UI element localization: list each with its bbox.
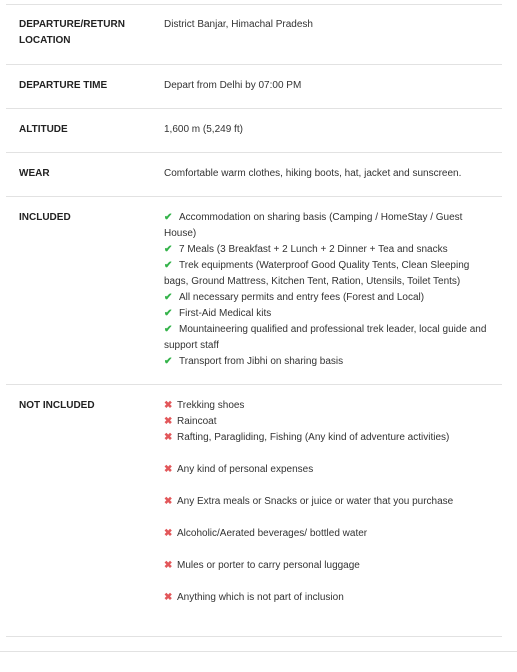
list-item: ✖ Any kind of personal expenses: [164, 462, 494, 478]
list-item: ✖ Raincoat: [164, 414, 494, 430]
row-value: 1,600 m (5,249 ft): [164, 124, 243, 135]
row-departure-time: [6, 65, 502, 109]
divider: [0, 651, 517, 652]
check-icon: ✔: [164, 292, 173, 303]
list-item: ✖ Anything which is not part of inclusion: [164, 590, 494, 606]
row-not-included: [6, 385, 502, 637]
cross-icon: ✖: [164, 592, 173, 603]
check-icon: ✔: [164, 324, 173, 335]
list-item: ✖ Trekking shoes: [164, 398, 494, 414]
list-item: ✔ 7 Meals (3 Breakfast + 2 Lunch + 2 Dinner + Tea and snacks: [164, 242, 494, 258]
list-item: ✖ Rafting, Paragliding, Fishing (Any kind of adventure activities): [164, 430, 494, 446]
row-altitude: [6, 109, 502, 153]
cross-icon: ✖: [164, 416, 173, 427]
row-departure-location: [6, 5, 502, 65]
list-item: ✔ First-Aid Medical kits: [164, 306, 494, 322]
row-label: INCLUDED: [19, 212, 71, 223]
list-item: ✖ Any Extra meals or Snacks or juice or water that you purchase: [164, 494, 494, 510]
row-value: District Banjar, Himachal Pradesh: [164, 19, 313, 30]
list-item: ✔ All necessary permits and entry fees (Forest and Local): [164, 290, 494, 306]
cross-icon: ✖: [164, 400, 173, 411]
list-item: ✖ Mules or porter to carry personal luggage: [164, 558, 494, 574]
cross-icon: ✖: [164, 464, 173, 475]
list-item: ✔ Accommodation on sharing basis (Camping / HomeStay / Guest House): [164, 212, 463, 239]
cross-icon: ✖: [164, 528, 173, 539]
check-icon: ✔: [164, 212, 173, 223]
not-included-list: [164, 398, 494, 606]
cross-icon: ✖: [164, 560, 173, 571]
check-icon: ✔: [164, 260, 173, 271]
row-included: [6, 197, 502, 385]
trip-details-table: [6, 4, 502, 637]
list-item: ✔ Mountaineering qualified and professional trek leader, local guide and support staff: [164, 324, 487, 351]
cross-icon: ✖: [164, 432, 173, 443]
check-icon: ✔: [164, 356, 173, 367]
check-icon: ✔: [164, 244, 173, 255]
row-wear: [6, 153, 502, 197]
row-label: WEAR: [19, 168, 50, 179]
row-label: DEPARTURE TIME: [19, 80, 108, 91]
row-label: ALTITUDE: [19, 124, 68, 135]
list-item: ✔ Trek equipments (Waterproof Good Quality Tents, Clean Sleeping bags, Ground Mattress, Kitchen Tent, Ration, Utensils, Toilet Tents): [164, 260, 470, 287]
check-icon: ✔: [164, 308, 173, 319]
cross-icon: ✖: [164, 496, 173, 507]
row-value: Depart from Delhi by 07:00 PM: [164, 80, 302, 91]
row-label: NOT INCLUDED: [19, 400, 95, 411]
list-item: ✔ Transport from Jibhi on sharing basis: [164, 354, 494, 370]
row-value: Comfortable warm clothes, hiking boots, hat, jacket and sunscreen.: [164, 168, 462, 179]
row-label: DEPARTURE/RETURN LOCATION: [19, 19, 125, 46]
included-list: [164, 210, 494, 370]
list-item: ✖ Alcoholic/Aerated beverages/ bottled water: [164, 526, 494, 542]
